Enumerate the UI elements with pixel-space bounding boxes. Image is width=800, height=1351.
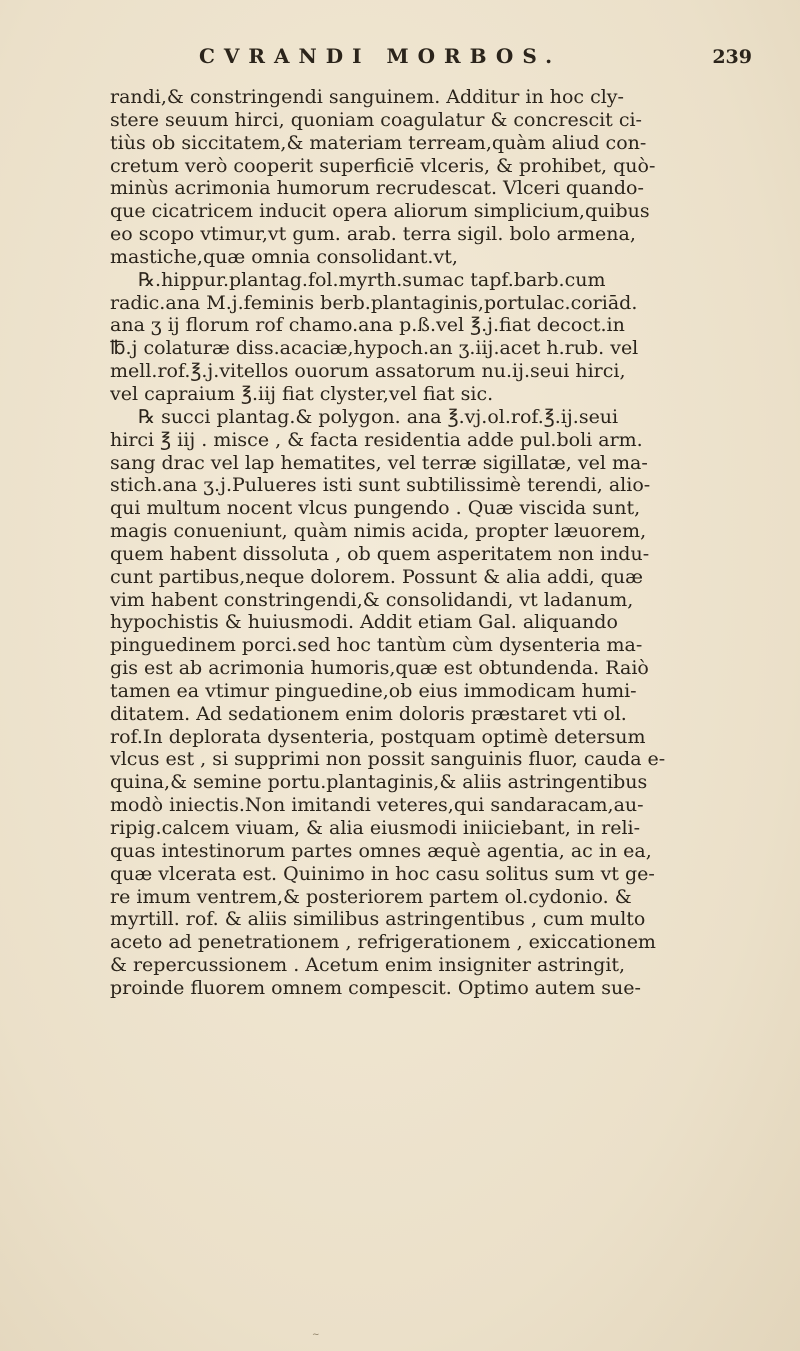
body-text xyxy=(110,86,770,1000)
text-line: que cicatricem inducit opera aliorum simplicium,quibus xyxy=(110,200,650,223)
text-line: tamen ea vtimur pinguedine,ob eius immodicam humi- xyxy=(110,679,637,702)
text-line: qui multum nocent vlcus pungendo . Quæ viscida sunt, xyxy=(110,497,641,520)
text-line: ℞ succi plantag.& polygon. ana ℥.vj.ol.rof.℥.ij.seui xyxy=(138,405,619,428)
text-line: ℔.j colaturæ diss.acaciæ,hypoch.an ʒ.iij.acet h.rub. vel xyxy=(110,337,639,360)
text-line: vel capraium ℥.iij fiat clyster,vel fiat sic. xyxy=(110,382,494,405)
text-line: & repercussionem . Acetum enim insigniter astringit, xyxy=(110,954,626,977)
text-line: cunt partibus,neque dolorem. Possunt & alia addi, quæ xyxy=(110,565,643,588)
text-line: pinguedinem porci.sed hoc tantùm cùm dysenteria ma- xyxy=(110,634,643,657)
text-line: quina,& semine portu.plantaginis,& aliis astringentibus xyxy=(110,771,648,794)
text-line: hirci ℥ iij . misce , & facta residentia adde pul.boli arm. xyxy=(110,428,643,451)
text-line: magis conueniunt, quàm nimis acida, propter læuorem, xyxy=(110,520,647,543)
text-line: ℞.hippur.plantag.fol.myrth.sumac tapf.barb.cum xyxy=(138,268,606,291)
text-line: stere seuum hirci, quoniam coagulatur & concrescit ci- xyxy=(110,108,642,131)
text-line: eo scopo vtimur,vt gum. arab. terra sigil. bolo armena, xyxy=(110,223,636,246)
text-line: mastiche,quæ omnia consolidant.vt, xyxy=(110,245,458,268)
text-line: vim habent constringendi,& consolidandi, vt ladanum, xyxy=(110,588,634,611)
text-line: hypochistis & huiusmodi. Addit etiam Gal. aliquando xyxy=(110,611,618,634)
text-line: ditatem. Ad sedationem enim doloris præstaret vti ol. xyxy=(110,702,627,725)
text-line: randi,& constringendi sanguinem. Additur in hoc cly- xyxy=(110,86,624,108)
text-line: sang drac vel lap hematites, vel terræ sigillatæ, vel ma- xyxy=(110,451,648,474)
text-line: ripig.calcem viuam, & alia eiusmodi iniiciebant, in reli- xyxy=(110,817,641,839)
text-line: quæ vlcerata est. Quinimo in hoc casu solitus sum vt ge- xyxy=(110,862,655,885)
text-line: radic.ana M.j.feminis berb.plantaginis,portulac.coriād. xyxy=(110,291,638,314)
text-line: stich.ana ʒ.j.Pulueres isti sunt subtilissimè terendi, alio- xyxy=(110,474,651,497)
text-line: myrtill. rof. & aliis similibus astringentibus , cum multo xyxy=(110,908,646,931)
footer-mark: ~ xyxy=(312,1330,320,1340)
text-line: vlcus est , si supprimi non possit sanguinis fluor, cauda e- xyxy=(110,748,666,771)
text-line: ana ʒ ij florum rof chamo.ana p.ß.vel ℥.j.fiat decoct.in xyxy=(110,314,625,337)
text-line: rof.In deplorata dysenteria, postquam optimè detersum xyxy=(110,725,646,748)
text-line: modò iniectis.Non imitandi veteres,qui sandaracam,au- xyxy=(110,794,644,817)
text-line: minùs acrimonia humorum recrudescat. Vlceri quando- xyxy=(110,177,644,200)
text-line: mell.rof.℥.j.vitellos ouorum assatorum nu.ij.seui hirci, xyxy=(110,360,626,383)
text-line: quas intestinorum partes omnes æquè agentia, ac in ea, xyxy=(110,839,652,862)
text-line: quem habent dissoluta , ob quem asperitatem non indu- xyxy=(110,542,650,565)
text-line: aceto ad penetrationem , refrigerationem , exiccationem xyxy=(110,931,656,954)
text-line: proinde fluorem omnem compescit. Optimo autem sue- xyxy=(110,976,641,999)
text-line: cretum verò cooperit superficiē vlceris, & prohibet, quò- xyxy=(110,154,656,177)
text-line: re imum ventrem,& posteriorem partem ol.cydonio. & xyxy=(110,885,632,908)
text-line: tiùs ob siccitatem,& materiam terream,quàm aliud con- xyxy=(110,131,647,154)
running-title: CVRANDI MORBOS. xyxy=(198,44,562,68)
page-number: 239 xyxy=(712,46,752,68)
text-line: gis est ab acrimonia humoris,quæ est obtundenda. Raiò xyxy=(110,657,649,680)
